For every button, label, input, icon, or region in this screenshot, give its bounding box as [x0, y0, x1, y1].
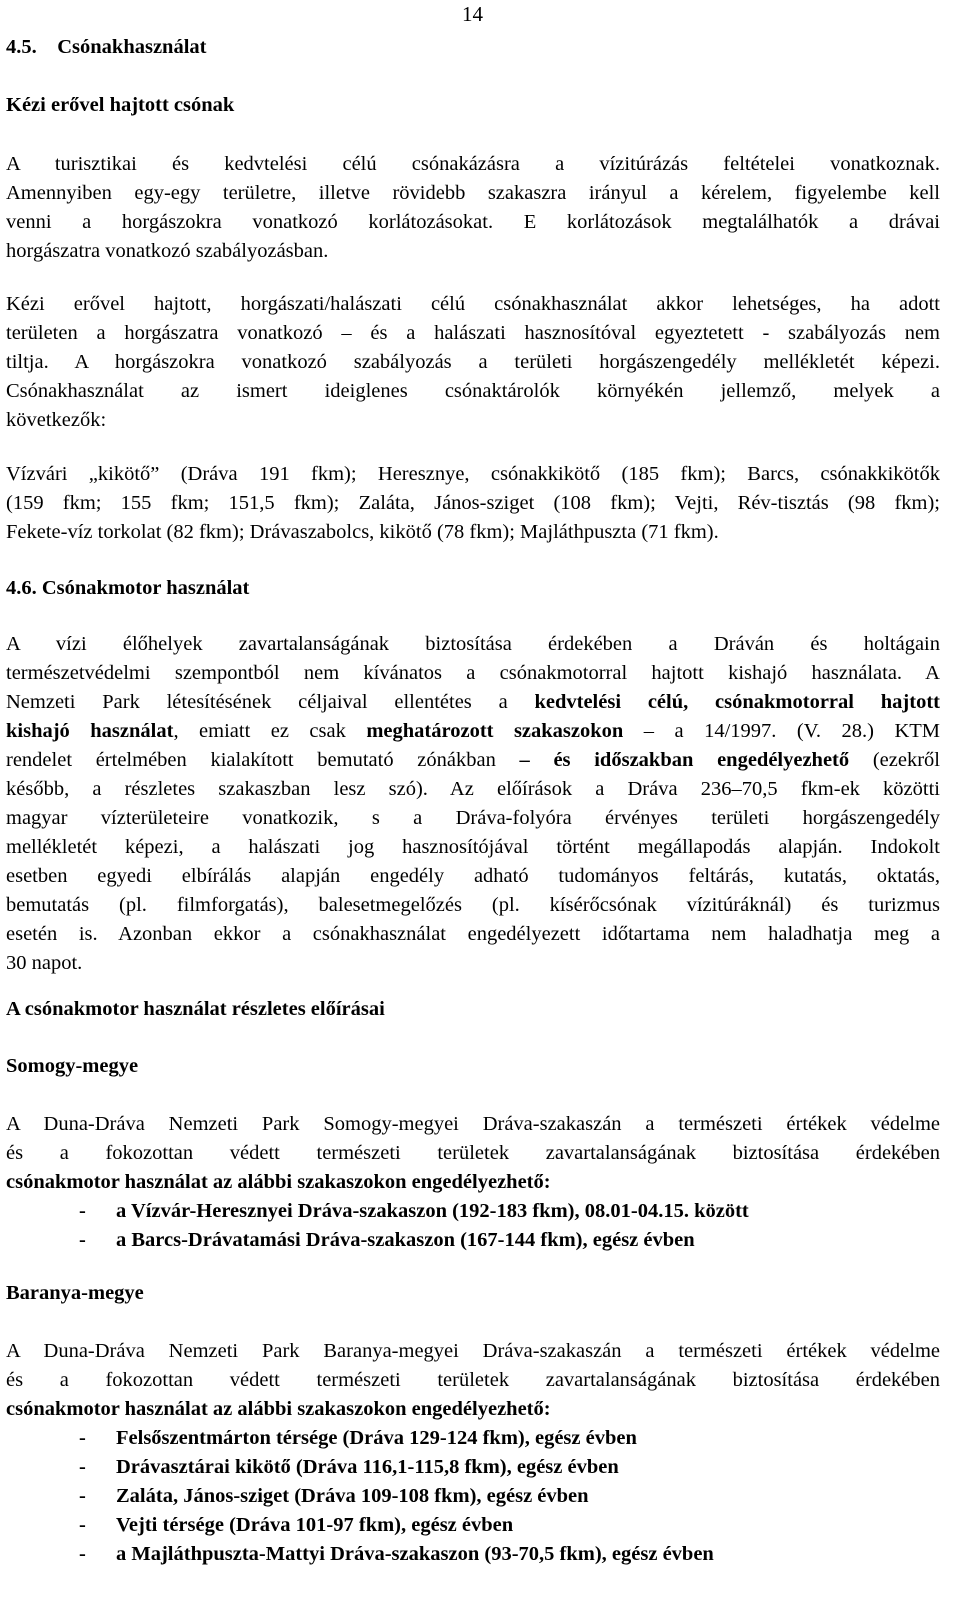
baranya-sections-list — [79, 1424, 714, 1569]
list-item: - Vejti térsége (Dráva 101-97 fkm), egész évben — [79, 1514, 514, 1536]
text-line: A Duna-Dráva Nemzeti Park Baranya-megyei Dráva-szakaszán a természeti értékek védelme — [6, 1340, 940, 1362]
list-item: - Drávasztárai kikötő (Dráva 116,1-115,8 fkm), egész évben — [79, 1456, 619, 1478]
text-line: természetvédelmi szempontból nem kívánatos a csónakmotorral hajtott kishajó használata. A — [6, 662, 940, 684]
text-line: 30 napot. — [6, 952, 83, 974]
text-line: mellékletét képezi, a halászati jog hasznosítójával történt megállapodás alapján. Indokolt — [6, 836, 940, 858]
paragraph-fishing-boats — [6, 290, 940, 435]
section-heading-4-5: 4.5. Csónakhasználat — [6, 36, 207, 58]
text-line: csónakmotor használat az alábbi szakaszokon engedélyezhető: — [6, 1171, 551, 1193]
text-line: Vízvári „kikötő” (Dráva 191 fkm); Heresznye, csónakkikötő (185 fkm); Barcs, csónakkikötők — [6, 463, 940, 485]
list-item: - a Vízvár-Heresznyei Dráva-szakaszon (192-183 fkm), 08.01-04.15. között — [79, 1200, 749, 1222]
text-line: magyar vízterületeire vonatkozik, s a Dráva-folyóra érvényes területi horgászengedély — [6, 807, 940, 829]
details-heading: A csónakmotor használat részletes előírásai — [6, 998, 385, 1020]
text-line: rendelet értelmében kialakított bemutató zónákban – és időszakban engedélyezhető (ezekről — [6, 749, 940, 771]
text-line: és a fokozottan védett természeti területek zavartalanságának biztosítása érdekében — [6, 1369, 940, 1391]
text-line: bemutatás (pl. filmforgatás), balesetmegelőzés (pl. kísérőcsónak vízitúráknál) és turizmus — [6, 894, 940, 916]
text-line: Amennyiben egy-egy területre, illetve rövidebb szakaszra irányul a kérelem, figyelembe kell — [6, 182, 940, 204]
text-line: venni a horgászokra vonatkozó korlátozásokat. E korlátozások megtalálhatók a drávai — [6, 211, 940, 233]
list-item: - Felsőszentmárton térsége (Dráva 129-124 fkm), egész évben — [79, 1427, 637, 1449]
somogy-heading: Somogy-megye — [6, 1055, 139, 1077]
section-heading-4-6: 4.6. Csónakmotor használat — [6, 577, 250, 599]
somogy-sections-list — [79, 1197, 749, 1255]
text-line: kishajó használat, emiatt ez csak meghatározott szakaszokon – a 14/1997. (V. 28.) KTM — [6, 720, 940, 742]
text-line: és a fokozottan védett természeti területek zavartalanságának biztosítása érdekében — [6, 1142, 940, 1164]
text-line: később, a részletes szakaszban lesz szó). Az előírások a Dráva 236–70,5 fkm-ek közötti — [6, 778, 940, 800]
text-line: Csónakhasználat az ismert ideiglenes csónaktárolók környékén jellemző, melyek a — [6, 380, 940, 402]
text-line: csónakmotor használat az alábbi szakaszokon engedélyezhető: — [6, 1398, 551, 1420]
paragraph-somogy — [6, 1110, 940, 1197]
list-item: - a Majláthpuszta-Mattyi Dráva-szakaszon (93-70,5 fkm), egész évben — [79, 1543, 714, 1565]
paragraph-boat-storage-sites — [6, 460, 940, 547]
text-line: esetén is. Azonban ekkor a csónakhasználat engedélyezett időtartama nem haladhatja meg a — [6, 923, 940, 945]
text-line: esetben egyedi elbírálás alapján engedély adható tudományos feltárás, kutatás, oktatás, — [6, 865, 940, 887]
text-line: Nemzeti Park létesítésének céljaival ellentétes a kedvtelési célú, csónakmotorral hajtott — [6, 691, 940, 713]
paragraph-motorboat-use — [6, 630, 940, 978]
text-line: területen a horgászatra vonatkozó – és a halászati hasznosítóval egyeztetett - szabályozás nem — [6, 322, 940, 344]
paragraph-baranya — [6, 1337, 940, 1424]
text-line: A vízi élőhelyek zavartalanságának biztosítása érdekében a Dráván és holtágain — [6, 633, 940, 655]
text-line: tiltja. A horgászokra vonatkozó szabályozás a területi horgászengedély mellékletét képezi. — [6, 351, 940, 373]
text-line: Kézi erővel hajtott, horgászati/halászati célú csónakhasználat akkor lehetséges, ha adott — [6, 293, 940, 315]
text-line: A Duna-Dráva Nemzeti Park Somogy-megyei Dráva-szakaszán a természeti értékek védelme — [6, 1113, 940, 1135]
page-number: 14 — [462, 2, 483, 26]
text-line: Fekete-víz torkolat (82 fkm); Drávaszabolcs, kikötő (78 fkm); Majláthpuszta (71 fkm). — [6, 521, 719, 543]
paragraph-tourism — [6, 150, 940, 266]
subheading-manual-boat: Kézi erővel hajtott csónak — [6, 94, 235, 116]
text-line: A turisztikai és kedvtelési célú csónakázásra a vízitúrázás feltételei vonatkoznak. — [6, 153, 940, 175]
text-line: következők: — [6, 409, 107, 431]
baranya-heading: Baranya-megye — [6, 1282, 144, 1304]
text-line: horgászatra vonatkozó szabályozásban. — [6, 240, 329, 262]
list-item: - a Barcs-Drávatamási Dráva-szakaszon (167-144 fkm), egész évben — [79, 1229, 695, 1251]
text-line: (159 fkm; 155 fkm; 151,5 fkm); Zaláta, János-sziget (108 fkm); Vejti, Rév-tisztás (98 fkm); — [6, 492, 940, 514]
list-item: - Zaláta, János-sziget (Dráva 109-108 fkm), egész évben — [79, 1485, 589, 1507]
